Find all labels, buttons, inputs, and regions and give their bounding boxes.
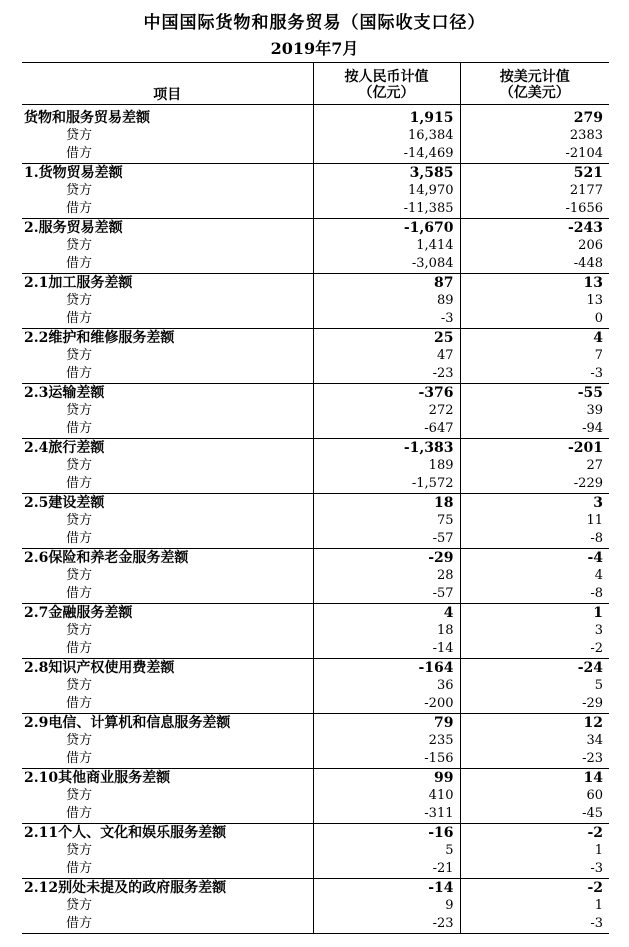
item-label: 贷方 [22,732,313,750]
debit-row [22,640,609,659]
usd-value: 60 [586,788,603,803]
usd-value: 7 [594,348,603,363]
rmb-value: -311 [313,805,460,824]
balance-row [22,769,609,788]
item-label: 2.5建设差额 [22,494,313,513]
item-label: 借方 [22,805,313,824]
item-label: 借方 [22,530,313,549]
rmb-value: 235 [313,732,460,750]
debit-row [22,420,609,439]
item-label: 贷方 [22,842,313,860]
balance-row [22,105,609,128]
rmb-value: 99 [313,769,460,788]
rmb-value: 189 [313,457,460,475]
item-label: 借方 [22,365,313,384]
debit-row [22,200,609,219]
debit-row [22,915,609,934]
item-label: 贷方 [22,622,313,640]
credit-row [22,402,609,420]
item-label: 2.9电信、计算机和信息服务差额 [22,714,313,733]
rmb-value: -57 [313,585,460,604]
item-label: 借方 [22,640,313,659]
credit-row [22,842,609,860]
item-label: 2.7金融服务差额 [22,604,313,623]
trade-table [22,62,609,934]
usd-value: -94 [460,420,609,439]
usd-value: -8 [460,530,609,549]
rmb-value: 25 [313,329,460,348]
usd-value: 4 [594,568,603,583]
debit-row [22,475,609,494]
item-label: 贷方 [22,182,313,200]
balance-row [22,714,609,733]
debit-row [22,365,609,384]
item-label: 贷方 [22,457,313,475]
credit-row [22,457,609,475]
rmb-value: 75 [313,512,460,530]
usd-value: 27 [586,458,603,473]
rmb-value: 79 [313,714,460,733]
rmb-value: -3 [313,310,460,329]
usd-value: 14 [583,770,603,786]
item-label: 2.4旅行差额 [22,439,313,458]
usd-value: -448 [460,255,609,274]
rmb-value: 18 [313,622,460,640]
header-rmb [313,63,460,105]
rmb-value: -14 [313,879,460,898]
usd-value: 521 [573,165,603,181]
usd-value: 2177 [569,183,603,198]
debit-row [22,750,609,769]
rmb-value: 36 [313,677,460,695]
rmb-value: 1,915 [313,105,460,128]
rmb-value: -1,383 [313,439,460,458]
balance-row [22,659,609,678]
usd-value: 11 [586,513,603,528]
usd-value: -201 [567,440,603,456]
debit-row [22,805,609,824]
item-label: 2.10其他商业服务差额 [22,769,313,788]
usd-value: -4 [587,550,603,566]
rmb-value: -14 [313,640,460,659]
balance-row [22,329,609,348]
item-label: 贷方 [22,402,313,420]
rmb-value: -376 [313,384,460,403]
item-label: 贷方 [22,787,313,805]
rmb-value: -23 [313,915,460,934]
usd-value: 13 [583,275,603,291]
rmb-value: -21 [313,860,460,879]
usd-value: -1656 [460,200,609,219]
header-item: 项目 [22,63,313,105]
usd-value: 5 [594,678,603,693]
header-usd-line1: 按美元计值 [499,69,570,85]
item-label: 借方 [22,750,313,769]
header-usd-line2: （亿美元） [499,85,570,101]
page-subtitle: 2019年7月 [270,39,359,58]
item-label: 借方 [22,255,313,274]
usd-value: -45 [460,805,609,824]
item-label: 借方 [22,200,313,219]
usd-value: -3 [460,860,609,879]
rmb-value: 28 [313,567,460,585]
usd-value: 39 [586,403,603,418]
credit-row [22,897,609,915]
usd-value: -2 [587,825,603,841]
rmb-value: -3,084 [313,255,460,274]
header-usd [460,63,609,105]
header-rmb-line2: （亿元） [358,85,415,101]
rmb-value: 272 [313,402,460,420]
item-label: 贷方 [22,512,313,530]
balance-row [22,219,609,238]
rmb-value: -1,572 [313,475,460,494]
usd-value: -23 [460,750,609,769]
rmb-value: 47 [313,347,460,365]
header-rmb-line1: 按人民币计值 [344,69,429,85]
credit-row [22,622,609,640]
rmb-value: 5 [313,842,460,860]
usd-value: -2 [587,880,603,896]
rmb-value: -16 [313,824,460,843]
usd-value: -243 [567,220,603,236]
credit-row [22,732,609,750]
rmb-value: -14,469 [313,145,460,164]
usd-value: 0 [460,310,609,329]
page-title: 中国国际货物和服务贸易（国际收支口径） [143,13,486,33]
balance-row [22,274,609,293]
usd-value: -229 [460,475,609,494]
usd-value: -24 [577,660,603,676]
rmb-value: 4 [313,604,460,623]
rmb-value: -57 [313,530,460,549]
credit-row [22,237,609,255]
table-body [22,105,609,934]
item-label: 借方 [22,420,313,439]
usd-value: 3 [594,623,603,638]
credit-row [22,127,609,145]
rmb-value: 89 [313,292,460,310]
balance-row [22,164,609,183]
usd-value: 34 [586,733,603,748]
usd-value: 279 [460,105,609,128]
usd-value: -3 [460,915,609,934]
balance-row [22,879,609,898]
usd-value: 13 [586,293,603,308]
usd-value: 206 [578,238,603,253]
usd-value: 1 [593,605,603,621]
item-label: 借方 [22,860,313,879]
debit-row [22,310,609,329]
debit-row [22,255,609,274]
item-label: 借方 [22,585,313,604]
usd-value: 2383 [569,128,603,143]
rmb-value: 18 [313,494,460,513]
item-label: 借方 [22,915,313,934]
usd-value: -3 [460,365,609,384]
item-label: 贷方 [22,237,313,255]
rmb-value: -164 [313,659,460,678]
balance-row [22,824,609,843]
rmb-value: -29 [313,549,460,568]
balance-row [22,604,609,623]
rmb-value: -647 [313,420,460,439]
rmb-value: -23 [313,365,460,384]
item-label: 2.3运输差额 [22,384,313,403]
item-label: 借方 [22,475,313,494]
rmb-value: 14,970 [313,182,460,200]
rmb-value: 1,414 [313,237,460,255]
usd-value: 1 [594,898,603,913]
balance-row [22,439,609,458]
usd-value: 3 [593,495,603,511]
rmb-value: 3,585 [313,164,460,183]
item-label: 2.11个人、文化和娱乐服务差额 [22,824,313,843]
credit-row [22,567,609,585]
balance-row [22,384,609,403]
credit-row [22,677,609,695]
rmb-value: 410 [313,787,460,805]
debit-row [22,145,609,164]
item-label: 贷方 [22,347,313,365]
item-label: 贷方 [22,292,313,310]
item-label: 2.服务贸易差额 [22,219,313,238]
credit-row [22,512,609,530]
item-label: 贷方 [22,567,313,585]
usd-value: -55 [577,385,603,401]
debit-row [22,695,609,714]
item-label: 借方 [22,695,313,714]
usd-value: 1 [594,843,603,858]
debit-row [22,530,609,549]
item-label: 贷方 [22,677,313,695]
item-label: 2.12别处未提及的政府服务差额 [22,879,313,898]
usd-value: -2 [460,640,609,659]
debit-row [22,860,609,879]
rmb-value: -200 [313,695,460,714]
item-label: 2.8知识产权使用费差额 [22,659,313,678]
usd-value: 12 [583,715,603,731]
table-header-row [22,63,609,105]
rmb-value: 9 [313,897,460,915]
item-label: 2.6保险和养老金服务差额 [22,549,313,568]
item-label: 贷方 [22,897,313,915]
debit-row [22,585,609,604]
item-label: 贷方 [22,127,313,145]
usd-value: -2104 [460,145,609,164]
rmb-value: -11,385 [313,200,460,219]
usd-value: 4 [593,330,603,346]
item-label: 借方 [22,145,313,164]
credit-row [22,292,609,310]
usd-value: -8 [460,585,609,604]
balance-row [22,549,609,568]
usd-value: -29 [460,695,609,714]
rmb-value: 87 [313,274,460,293]
item-label: 2.1加工服务差额 [22,274,313,293]
item-label: 1.货物贸易差额 [22,164,313,183]
item-label: 2.2维护和维修服务差额 [22,329,313,348]
credit-row [22,182,609,200]
rmb-value: -1,670 [313,219,460,238]
item-label: 借方 [22,310,313,329]
credit-row [22,787,609,805]
rmb-value: 16,384 [313,127,460,145]
item-label: 货物和服务贸易差额 [22,105,313,128]
credit-row [22,347,609,365]
balance-row [22,494,609,513]
rmb-value: -156 [313,750,460,769]
